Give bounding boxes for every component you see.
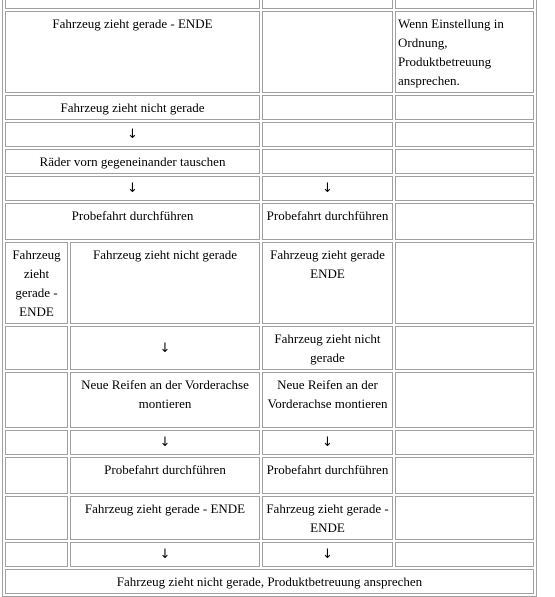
- cell-empty: [395, 430, 534, 455]
- cell-empty: [395, 372, 534, 428]
- table-row: [5, 95, 534, 120]
- cell-empty: [5, 0, 260, 9]
- cell-empty: [395, 457, 534, 494]
- table-row: [5, 176, 534, 201]
- cell-empty: [5, 496, 68, 540]
- step-test-drive: Probefahrt durchführen: [70, 457, 260, 494]
- cell-empty: [262, 0, 393, 9]
- table-row: [5, 0, 534, 9]
- arrow-down-icon: ↓: [262, 176, 393, 201]
- step-end-straight: Fahrzeug zieht gerade - ENDE: [262, 496, 393, 540]
- table-row: [5, 569, 534, 594]
- cell-empty: [5, 372, 68, 428]
- arrow-down-icon: ↓: [70, 542, 260, 567]
- cell-empty: [262, 95, 393, 120]
- cell-empty: [395, 496, 534, 540]
- step-end-straight: Fahrzeug zieht gerade - ENDE: [5, 242, 68, 324]
- table-row: [5, 542, 534, 567]
- cell-empty: [5, 326, 68, 370]
- arrow-down-icon: ↓: [70, 430, 260, 455]
- cell-empty: [395, 542, 534, 567]
- step-test-drive: Probefahrt durchführen: [262, 203, 393, 240]
- cell-empty: [395, 149, 534, 174]
- cell-empty: [5, 430, 68, 455]
- cell-empty: [262, 122, 393, 147]
- arrow-down-icon: ↓: [262, 430, 393, 455]
- step-not-straight: Fahrzeug zieht nicht gerade: [70, 242, 260, 324]
- table-row: [5, 242, 534, 324]
- table-row: [5, 326, 534, 370]
- cell-empty: [262, 149, 393, 174]
- cell-empty: [395, 242, 534, 324]
- step-contact-support: Fahrzeug zieht nicht gerade, Produktbetreuung ansprechen: [5, 569, 534, 594]
- step-end-straight: Fahrzeug zieht gerade - ENDE: [5, 11, 260, 93]
- arrow-down-icon: ↓: [5, 176, 260, 201]
- step-end-straight: Fahrzeug zieht gerade ENDE: [262, 242, 393, 324]
- step-end-straight: Fahrzeug zieht gerade - ENDE: [70, 496, 260, 540]
- table-row: [5, 149, 534, 174]
- table-row: [5, 457, 534, 494]
- table-row: [5, 11, 534, 93]
- step-test-drive: Probefahrt durchführen: [5, 203, 260, 240]
- cell-empty: [395, 122, 534, 147]
- arrow-down-icon: ↓: [262, 542, 393, 567]
- table-row: [5, 372, 534, 428]
- note-product-support: Wenn Einstellung in Ordnung, Produktbetreuung ansprechen.: [395, 11, 534, 93]
- arrow-down-icon: ↓: [70, 326, 260, 370]
- table-row: [5, 122, 534, 147]
- step-not-straight: Fahrzeug zieht nicht gerade: [262, 326, 393, 370]
- step-not-straight: Fahrzeug zieht nicht gerade: [5, 95, 260, 120]
- step-test-drive: Probefahrt durchführen: [262, 457, 393, 494]
- diagnosis-flow-table: [2, 0, 537, 597]
- step-swap-wheels: Räder vorn gegeneinander tauschen: [5, 149, 260, 174]
- table-row: [5, 203, 534, 240]
- arrow-down-icon: ↓: [5, 122, 260, 147]
- cell-empty: [5, 457, 68, 494]
- cell-empty: [395, 0, 534, 9]
- step-new-tires: Neue Reifen an der Vorderachse montieren: [262, 372, 393, 428]
- cell-empty: [395, 203, 534, 240]
- cell-empty: [395, 95, 534, 120]
- cell-empty: [5, 542, 68, 567]
- cell-empty: [395, 326, 534, 370]
- cell-empty: [395, 176, 534, 201]
- step-new-tires: Neue Reifen an der Vorderachse montieren: [70, 372, 260, 428]
- table-row: [5, 496, 534, 540]
- cell-empty: [262, 11, 393, 93]
- table-row: [5, 430, 534, 455]
